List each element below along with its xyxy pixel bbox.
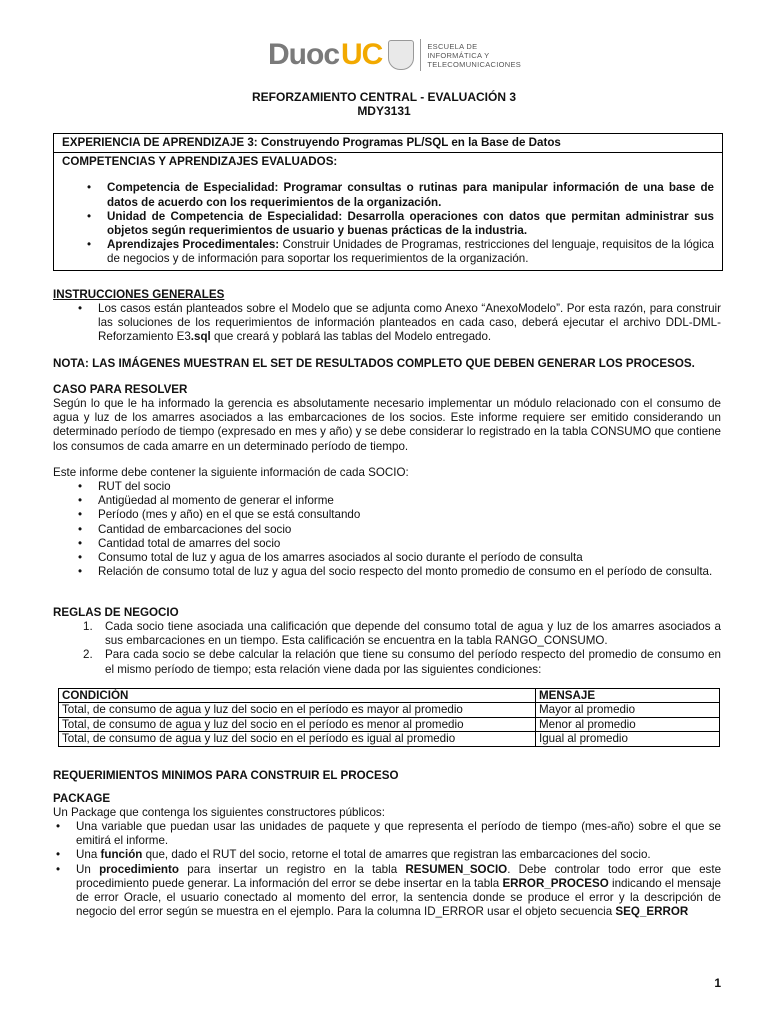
list-item: • Período (mes y año) en el que se está consultando bbox=[75, 508, 721, 522]
competencias-box bbox=[53, 133, 723, 271]
reglas-heading: REGLAS DE NEGOCIO bbox=[53, 606, 179, 619]
table-cell: Total, de consumo de agua y luz del socio en el período es igual al promedio bbox=[59, 732, 536, 746]
list-item: • Los casos están planteados sobre el Modelo que se adjunta como Anexo “AnexoModelo”. Por esta razón, para construir las soluciones de los requerimientos de información planteados en cada caso, deberá ejecutar el archivo DDL-DML-Reforzamiento E3.sql que creará y poblará las tablas del Modelo entregado. bbox=[75, 302, 721, 345]
logo-subtitle-line: ESCUELA DE bbox=[427, 41, 478, 51]
document-title: REFORZAMIENTO CENTRAL - EVALUACIÓN 3 bbox=[251, 90, 516, 104]
page-number: 1 bbox=[714, 976, 721, 990]
nota-text: NOTA: LAS IMÁGENES MUESTRAN EL SET DE RESULTADOS COMPLETO QUE DEBEN GENERAR LOS PROCESOS. bbox=[53, 357, 695, 370]
table-row bbox=[59, 732, 720, 746]
instrucciones-heading: INSTRUCCIONES GENERALES bbox=[53, 288, 225, 301]
table-cell: Total, de consumo de agua y luz del socio en el período es menor al promedio bbox=[59, 717, 536, 731]
caso-paragraph: Según lo que le ha informado la gerencia es absolutamente necesario implementar un módulo relacionado con el consumo de agua y luz de los amarres asociados a las embarcaciones de los socios. Este informe requiere ser emitido considerando un determinado período de tiempo (expresado en mes y año) y se debe considerar lo registrado en la tabla CONSUMO que contiene los consumos de cada amarre en un determinado período de tiempo. bbox=[53, 397, 721, 453]
list-item: • Cantidad de embarcaciones del socio bbox=[75, 523, 721, 537]
informe-intro: Este informe debe contener la siguiente información de cada SOCIO: bbox=[53, 466, 409, 479]
list-item: 1. Cada socio tiene asociada una calificación que depende del consumo total de agua y luz de los amarres asociados a sus embarcaciones en un tiempo. Esta calificación se encuentra en la tabla RANGO_CONSUMO. bbox=[83, 620, 721, 648]
table-header-cell: MENSAJE bbox=[536, 689, 720, 703]
list-item: • Un procedimiento para insertar un registro en la tabla RESUMEN_SOCIO. Debe controlar todo error que este procedimiento puede generar. La información del error se debe insertar en la tabla ERROR_PROCESO indicando el mensaje de error Oracle, el usuario conectado al momento del error, la sentencia donde se produce el error y la descripción de negocio del error según se muestra en el ejemplo. Para la columna ID_ERROR usar el objeto secuencia SEQ_ERROR bbox=[53, 863, 721, 920]
list-item: 2. Para cada socio se debe calcular la relación que tiene su consumo del período respecto del promedio de consumo en el mismo período de tiempo; esta relación viene dada por las siguientes condiciones: bbox=[83, 648, 721, 676]
table-cell: Total, de consumo de agua y luz del socio en el período es mayor al promedio bbox=[59, 703, 536, 717]
course-code: MDY3131 bbox=[357, 104, 411, 118]
table-header-cell: CONDICIÓN bbox=[59, 689, 536, 703]
logo-duoc-text: Duoc bbox=[268, 37, 339, 71]
condiciones-table bbox=[58, 688, 720, 747]
list-item: • Una función que, dado el RUT del socio, retorne el total de amarres que registran las embarcaciones del socio. bbox=[53, 848, 721, 862]
reglas-list bbox=[53, 620, 721, 677]
logo-subtitle-line: INFORMÁTICA Y bbox=[427, 50, 490, 60]
competencias-list bbox=[62, 181, 714, 266]
list-item: • Cantidad total de amarres del socio bbox=[75, 537, 721, 551]
list-item: • Aprendizajes Procedimentales: Construir Unidades de Programas, restricciones del lenguaje, requisitos de la lógica de negocios y de información para soportar los requerimientos de la organización. bbox=[84, 238, 714, 266]
list-item: • Unidad de Competencia de Especialidad: Desarrolla operaciones con datos que permitan administrar sus objetos según requerimientos de usuario y buenas prácticas de la industria. bbox=[84, 210, 714, 238]
experiencia-row: EXPERIENCIA DE APRENDIZAJE 3: Construyendo Programas PL/SQL en la Base de Datos bbox=[54, 134, 722, 153]
institution-logo bbox=[268, 38, 521, 72]
logo-subtitle-line: TELECOMUNICACIONES bbox=[427, 59, 522, 69]
list-item: • Una variable que puedan usar las unidades de paquete y que representa el período de tiempo (mes-año) sobre el que se emitirá el informe. bbox=[53, 820, 721, 848]
logo-divider bbox=[420, 39, 421, 71]
list-item: • RUT del socio bbox=[75, 480, 721, 494]
package-heading: PACKAGE bbox=[53, 792, 111, 805]
table-row bbox=[59, 717, 720, 731]
list-item: • Relación de consumo total de luz y agua del socio respecto del monto promedio de consumo en el período de consulta. bbox=[75, 565, 721, 579]
informe-list bbox=[53, 480, 721, 579]
caso-heading: CASO PARA RESOLVER bbox=[53, 383, 188, 396]
instrucciones-list bbox=[53, 302, 721, 345]
package-intro: Un Package que contenga los siguientes constructores públicos: bbox=[53, 806, 385, 819]
table-row bbox=[59, 703, 720, 717]
package-list bbox=[53, 820, 721, 919]
competencias-row bbox=[54, 153, 722, 269]
table-header-row bbox=[59, 689, 720, 703]
table-cell: Mayor al promedio bbox=[536, 703, 720, 717]
list-item: • Antigüedad al momento de generar el informe bbox=[75, 494, 721, 508]
list-item: • Consumo total de luz y agua de los amarres asociados al socio durante el período de consulta bbox=[75, 551, 721, 565]
requerimientos-heading: REQUERIMIENTOS MINIMOS PARA CONSTRUIR EL PROCESO bbox=[53, 769, 399, 782]
competencias-heading: COMPETENCIAS Y APRENDIZAJES EVALUADOS: bbox=[62, 155, 338, 169]
logo-uc-text: UC bbox=[341, 37, 383, 71]
table-cell: Menor al promedio bbox=[536, 717, 720, 731]
list-item: • Competencia de Especialidad: Programar consultas o rutinas para manipular información de una base de datos de acuerdo con los requerimientos de la organización. bbox=[84, 181, 714, 209]
table-cell: Igual al promedio bbox=[536, 732, 720, 746]
logo-subtitle bbox=[427, 42, 521, 69]
seal-icon bbox=[388, 40, 414, 70]
